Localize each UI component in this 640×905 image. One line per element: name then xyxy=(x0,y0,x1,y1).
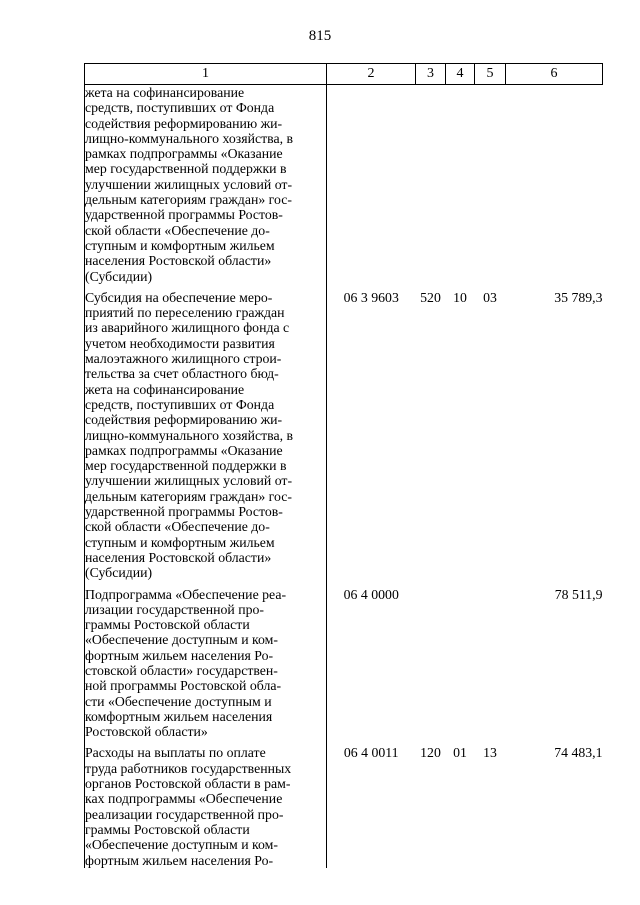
row-pr xyxy=(475,85,506,284)
table-row xyxy=(85,587,603,740)
column-header: 2 xyxy=(327,64,416,85)
row-rz xyxy=(446,587,475,740)
column-header: 4 xyxy=(446,64,475,85)
row-rz: 10 xyxy=(453,289,467,305)
column-header: 5 xyxy=(475,64,506,85)
row-description-cell xyxy=(85,85,327,284)
table-row xyxy=(85,745,603,867)
row-description: жета на софинансирование средств, поступивших от Фонда содействия реформированию жи- лищно-коммунального хозяйства, в рамках подпрограммы «Оказание мер государственной поддержки в улучшении жилищных условий от- дельным категориям граждан» гос- ударственной программы Ростов- ской области «Обеспечение до- ступным и комфортным жильем населения Ростовской области» (Субсидии) xyxy=(85,85,293,284)
row-code: 06 4 0000 xyxy=(343,586,399,602)
row-vr xyxy=(416,85,446,284)
column-header: 3 xyxy=(416,64,446,85)
row-code: 06 3 9603 xyxy=(343,289,399,305)
row-amount: 35 789,3 xyxy=(554,289,603,305)
table-row xyxy=(85,290,603,581)
table-row xyxy=(85,85,603,284)
budget-table xyxy=(84,63,603,868)
page-number: 815 xyxy=(308,28,332,44)
row-rz: 01 xyxy=(453,745,467,761)
row-description: Подпрограмма «Обеспечение реа- лизации государственной про- граммы Ростовской области «Обеспечение доступным и ком- фортным жильем населения Ро- стовской области» государствен- ной программы Ростовской обла- сти «Обеспечение доступным и комфортным жильем населения Ростовской области» xyxy=(85,586,287,740)
column-header: 1 xyxy=(85,64,327,85)
row-description-cell xyxy=(85,745,327,867)
row-pr xyxy=(475,587,506,740)
row-description: Расходы на выплаты по оплате труда работников государственных органов Ростовской области в рам- ках подпрограммы «Обеспечение реализации государственной про- граммы Ростовской области «Обеспечение доступным и ком- фортным жильем населения Ро- xyxy=(85,745,292,868)
row-description-cell xyxy=(85,587,327,740)
table-header-row xyxy=(85,64,603,85)
row-amount xyxy=(506,85,603,284)
row-vr: 520 xyxy=(420,289,441,305)
row-description-cell xyxy=(85,290,327,581)
row-pr: 03 xyxy=(483,289,497,305)
row-amount: 74 483,1 xyxy=(554,745,603,761)
row-vr: 120 xyxy=(420,745,441,761)
row-description: Субсидия на обеспечение меро- приятий по переселению граждан из аварийного жилищного фонда с учетом необходимости развития малоэтажного жилищного строи- тельства за счет областного бюд- жета на софинансирование средств, поступивших от Фонда содействия реформированию жи- лищно-коммунального хозяйства, в рамках подпрограммы «Оказание мер государственной поддержки в улучшении жилищных условий от- дельным категориям граждан» гос- ударственной программы Ростов- ской области «Обеспечение до- ступным и комфортным жильем населения Ростовской области» (Субсидии) xyxy=(85,289,293,581)
row-code: 06 4 0011 xyxy=(343,745,399,761)
row-amount: 78 511,9 xyxy=(554,586,603,602)
column-header: 6 xyxy=(506,64,603,85)
row-rz xyxy=(446,85,475,284)
row-code xyxy=(327,85,416,284)
row-vr xyxy=(416,587,446,740)
row-pr: 13 xyxy=(483,745,497,761)
